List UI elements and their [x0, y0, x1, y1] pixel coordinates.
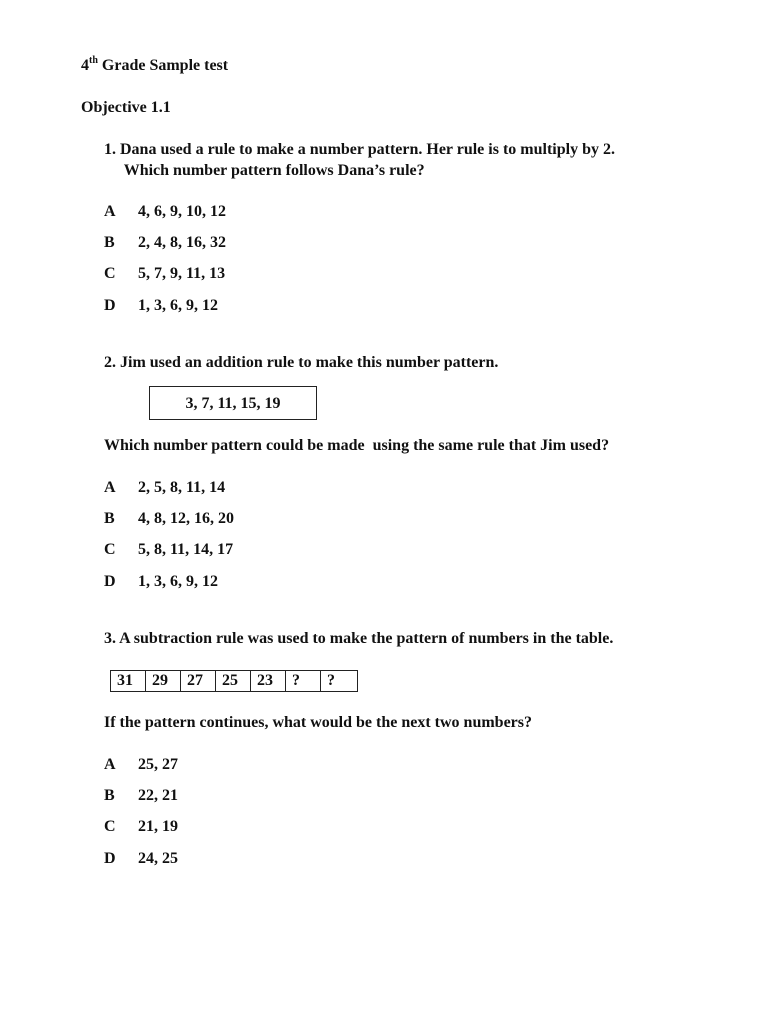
question-3-followup: If the pattern continues, what would be the next two numbers?	[104, 714, 533, 731]
q1-choice-b-text: 2, 4, 8, 16, 32	[138, 234, 226, 251]
question-2-line-1: 2. Jim used an addition rule to make this number pattern.	[104, 354, 499, 371]
q1-choice-c-text: 5, 7, 9, 11, 13	[138, 265, 226, 282]
q3-choice-c-text: 21, 19	[138, 818, 178, 835]
page-title	[81, 56, 228, 76]
q2-choice-d-text: 1, 3, 6, 9, 12	[138, 573, 218, 590]
q2-pattern-box: 3, 7, 11, 15, 19	[149, 386, 317, 420]
q2-choice-b-letter: B	[104, 510, 115, 527]
table-row	[111, 671, 358, 692]
q3-choice-c-letter: C	[104, 818, 116, 835]
title-grade-number: 4	[81, 57, 89, 74]
objective-heading: Objective 1.1	[81, 99, 171, 116]
q1-choice-b-letter: B	[104, 234, 115, 251]
question-1-line-1: 1. Dana used a rule to make a number pattern. Her rule is to multiply by 2.	[104, 141, 615, 158]
title-text: Grade Sample test	[97, 57, 229, 74]
q3-choice-a-text: 25, 27	[138, 756, 178, 773]
q1-choice-a-letter: A	[104, 203, 116, 220]
question-2-followup: Which number pattern could be made using the same rule that Jim used?	[104, 437, 610, 454]
table-cell: 31	[111, 671, 146, 692]
table-cell: ?	[321, 671, 358, 692]
q3-number-table	[110, 670, 358, 692]
q3-choice-d-text: 24, 25	[138, 850, 178, 867]
table-cell: 23	[251, 671, 286, 692]
question-3-line-1: 3. A subtraction rule was used to make the pattern of numbers in the table.	[104, 630, 614, 647]
table-cell: 27	[181, 671, 216, 692]
q2-choice-a-text: 2, 5, 8, 11, 14	[138, 479, 226, 496]
q3-choice-b-text: 22, 21	[138, 787, 178, 804]
table-cell: 29	[146, 671, 181, 692]
table-cell: ?	[286, 671, 321, 692]
q2-choice-c-letter: C	[104, 541, 116, 558]
q2-choice-a-letter: A	[104, 479, 116, 496]
q1-choice-d-text: 1, 3, 6, 9, 12	[138, 297, 218, 314]
question-1-line-2: Which number pattern follows Dana’s rule?	[104, 162, 425, 179]
q3-choice-a-letter: A	[104, 756, 116, 773]
q3-choice-b-letter: B	[104, 787, 115, 804]
q3-choice-d-letter: D	[104, 850, 116, 867]
table-cell: 25	[216, 671, 251, 692]
title-superscript: th	[89, 54, 98, 66]
q2-choice-d-letter: D	[104, 573, 116, 590]
q1-choice-c-letter: C	[104, 265, 116, 282]
q2-choice-c-text: 5, 8, 11, 14, 17	[138, 541, 234, 558]
q1-choice-d-letter: D	[104, 297, 116, 314]
q1-choice-a-text: 4, 6, 9, 10, 12	[138, 203, 226, 220]
q2-choice-b-text: 4, 8, 12, 16, 20	[138, 510, 234, 527]
